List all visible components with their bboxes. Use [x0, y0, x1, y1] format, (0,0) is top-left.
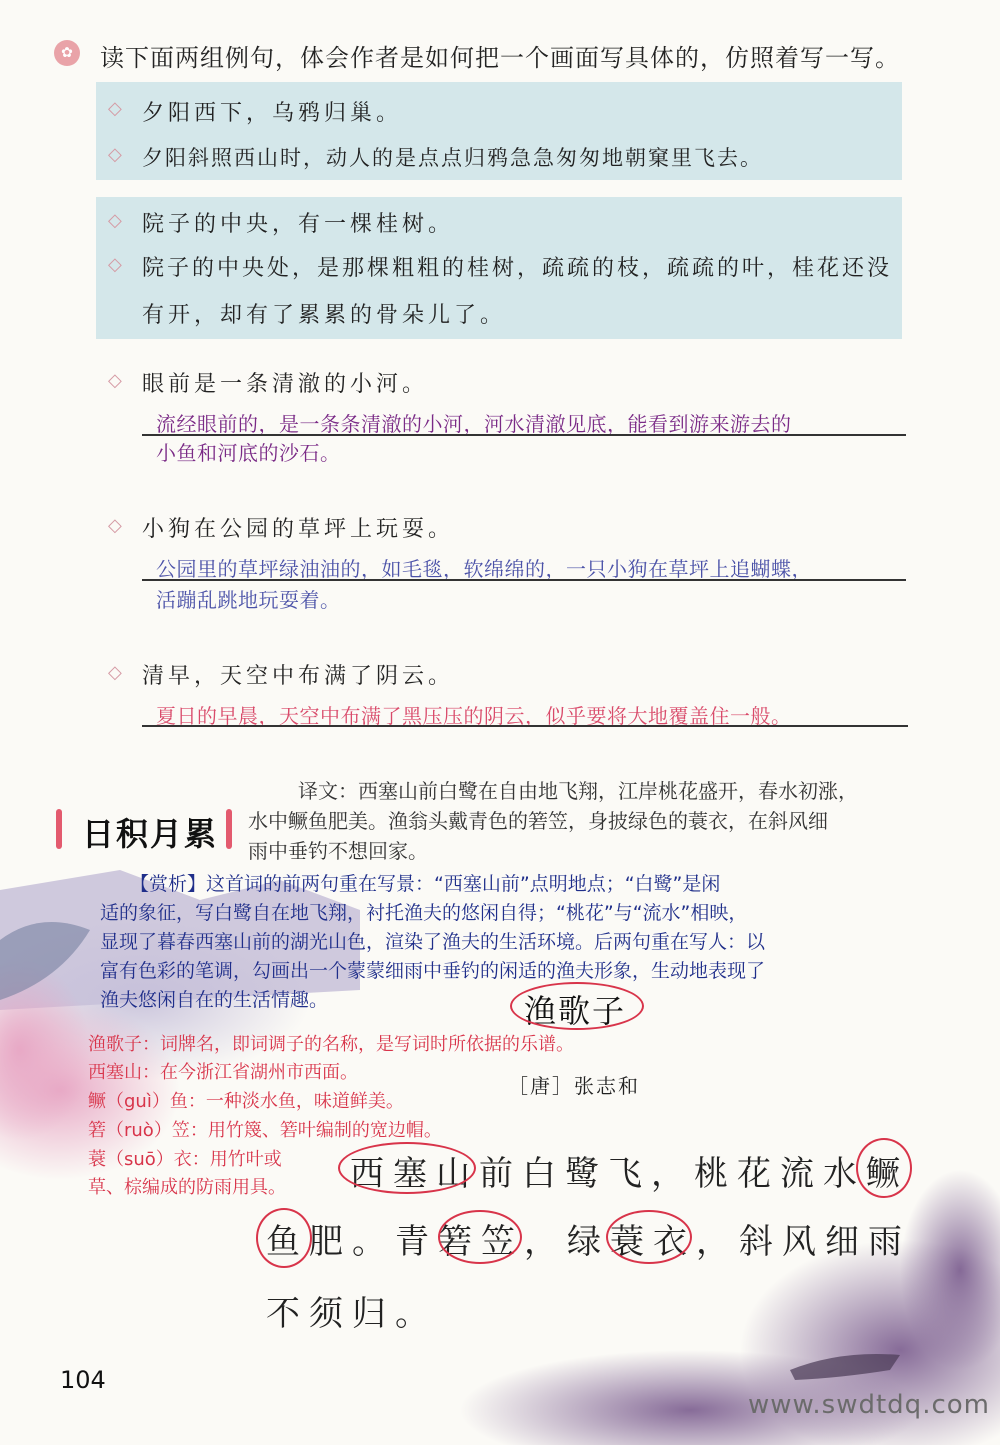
note-suoyi-2: 草、棕编成的防雨用具。	[88, 1177, 286, 1198]
diamond-bullet-icon: ◇	[108, 210, 122, 231]
diamond-bullet-icon: ◇	[108, 662, 122, 683]
circle-mark-suoyi	[606, 1210, 692, 1264]
exercise-3-prompt: 清早，天空中布满了阴云。	[142, 664, 455, 689]
section-bar-right	[226, 809, 232, 849]
answer-rule	[142, 434, 906, 436]
diamond-bullet-icon: ◇	[108, 370, 122, 391]
instruction-text: 读下面两组例句，体会作者是如何把一个画面写具体的，仿照着写一写。	[100, 44, 900, 72]
example-2-long-b: 有开，却有了累累的骨朵儿了。	[142, 303, 507, 328]
analysis-line5: 渔夫悠闲自在的生活情趣。	[100, 989, 329, 1011]
answer-rule	[142, 579, 906, 581]
exercise-1-answer-line2: 小鱼和河底的沙石。	[156, 441, 341, 465]
translation-line1: 译文：西塞山前白鹭在自由地飞翔，江岸桃花盛开，春水初涨，	[298, 779, 858, 803]
exercise-2-answer-line1: 公园里的草坪绿油油的，如毛毯，软绵绵的，一只小狗在草坪上追蝴蝶，	[156, 557, 812, 581]
section-title: 日积月累	[82, 815, 219, 853]
example-1-long: 夕阳斜照西山时，动人的是点点归鸦急急匆匆地朝窠里飞去。	[142, 146, 763, 170]
analysis-line2: 适的象征，写白鹭自在地飞翔，衬托渔夫的悠闲自得；“桃花”与“流水”相映，	[100, 902, 748, 924]
answer-rule	[142, 725, 908, 727]
translation-line2: 水中鳜鱼肥美。渔翁头戴青色的箬笠，身披绿色的蓑衣，在斜风细	[248, 809, 828, 833]
note-cipaiming: 渔歌子：词牌名，即词调子的名称，是写词时所依据的乐谱。	[88, 1034, 574, 1055]
poem-title: 渔歌子	[524, 992, 627, 1030]
exercise-1-prompt: 眼前是一条清澈的小河。	[142, 372, 429, 397]
flower-badge-icon: ✿	[54, 40, 80, 66]
diamond-bullet-icon: ◇	[108, 515, 122, 536]
diamond-bullet-icon: ◇	[108, 98, 122, 119]
analysis-line3: 显现了暮春西塞山前的湖光山色，渲染了渔夫的生活环境。后两句重在写人：以	[100, 931, 766, 953]
circle-mark-xisaishan	[338, 1142, 476, 1194]
exercise-1-answer-line1: 流经眼前的，是一条条清澈的小河，河水清澈见底，能看到游来游去的	[156, 412, 792, 436]
note-xisaishan: 西塞山：在今浙江省湖州市西面。	[88, 1062, 358, 1083]
note-suoyi-1: 蓑（suō）衣：用竹叶或	[88, 1149, 282, 1170]
diamond-bullet-icon: ◇	[108, 144, 122, 165]
title-circle-mark	[510, 982, 644, 1030]
exercise-2-answer-line2: 活蹦乱跳地玩耍着。	[156, 588, 341, 612]
analysis-line1: 【赏析】这首词的前两句重在写景：“西塞山前”点明地点；“白鹭”是闲	[130, 873, 721, 895]
note-ruoli: 箬（ruò）笠：用竹篾、箬叶编制的宽边帽。	[88, 1120, 442, 1141]
analysis-line4: 富有色彩的笔调，勾画出一个蒙蒙细雨中垂钓的闲适的渔夫形象，生动地表现了	[100, 960, 766, 982]
example-2-long-a: 院子的中央处，是那棵粗粗的桂树，疏疏的枝，疏疏的叶，桂花还没	[142, 256, 893, 281]
page-number: 104	[60, 1366, 106, 1394]
poem-line2: 鱼肥。青箬笠，绿蓑衣，斜风细雨	[266, 1222, 911, 1262]
exercise-2-prompt: 小狗在公园的草坪上玩耍。	[142, 517, 455, 542]
diamond-bullet-icon: ◇	[108, 254, 122, 275]
note-guiyu: 鳜（guì）鱼：一种淡水鱼，味道鲜美。	[88, 1091, 404, 1112]
example-1-short: 夕阳西下，乌鸦归巢。	[142, 101, 403, 126]
translation-line3: 雨中垂钓不想回家。	[248, 839, 428, 863]
poem-line1: 西塞山前白鹭飞，桃花流水鳜	[350, 1154, 909, 1194]
circle-mark-ruoli	[438, 1210, 522, 1264]
watermark: www.swdtdq.com	[748, 1390, 990, 1420]
poem-line3: 不须归。	[266, 1294, 438, 1334]
circle-mark-gui	[856, 1138, 912, 1198]
example-2-short: 院子的中央，有一棵桂树。	[142, 212, 455, 237]
exercise-3-answer-line1: 夏日的早晨，天空中布满了黑压压的阴云，似乎要将大地覆盖住一般。	[156, 704, 792, 728]
poem-author: ［唐］张志和	[508, 1074, 640, 1098]
circle-mark-yu	[256, 1208, 312, 1268]
section-bar-left	[56, 809, 62, 849]
